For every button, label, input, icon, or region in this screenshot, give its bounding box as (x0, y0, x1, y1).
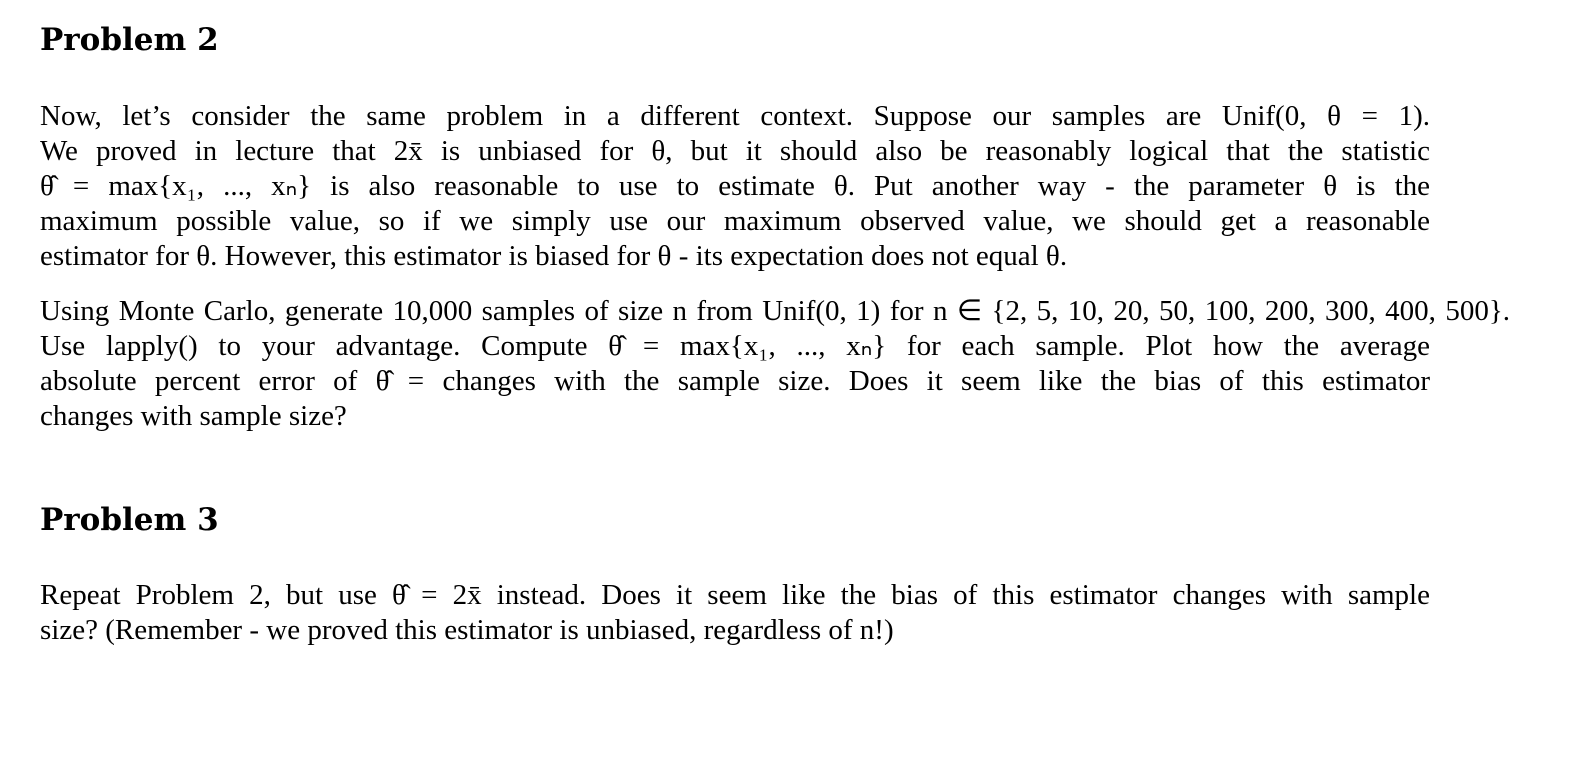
text-line: Now, let’s consider the same problem in a different context. Suppose our samples are Unif(0, θ = 1). (40, 100, 1430, 132)
problem-3-paragraph-1 (40, 578, 1430, 648)
problem-2-paragraph-2 (40, 294, 1510, 434)
problem-2-heading: Problem 2 (40, 22, 219, 58)
text-line: Repeat Problem 2, but use θ̂ = 2x̄ instead. Does it seem like the bias of this estimator changes with sample (40, 579, 1430, 611)
text-line: Using Monte Carlo, generate 10,000 samples of size n from Unif(0, 1) for n ∈ {2, 5, 10, 20, 50, 100, 200, 300, 400, 500}. (40, 295, 1510, 327)
text-line: maximum possible value, so if we simply use our maximum observed value, we should get a reasonable (40, 205, 1430, 237)
text-line: absolute percent error of θ̂ = changes with the sample size. Does it seem like the bias of this estimator (40, 365, 1430, 397)
text-line: Use lapply() to your advantage. Compute θ̂ = max{x₁, ..., xₙ} for each sample. Plot how the average (40, 330, 1430, 362)
text-line: size? (Remember - we proved this estimator is unbiased, regardless of n!) (40, 614, 894, 646)
problem-2-paragraph-1 (40, 99, 1430, 274)
problem-3-heading: Problem 3 (40, 502, 219, 538)
text-line: θ̂ = max{x₁, ..., xₙ} is also reasonable to use to estimate θ. Put another way - the parameter θ is the (40, 170, 1430, 202)
text-line: We proved in lecture that 2x̄ is unbiased for θ, but it should also be reasonably logical that the statistic (40, 135, 1430, 167)
text-line: estimator for θ. However, this estimator is biased for θ - its expectation does not equal θ. (40, 240, 1068, 272)
text-line: changes with sample size? (40, 400, 347, 432)
